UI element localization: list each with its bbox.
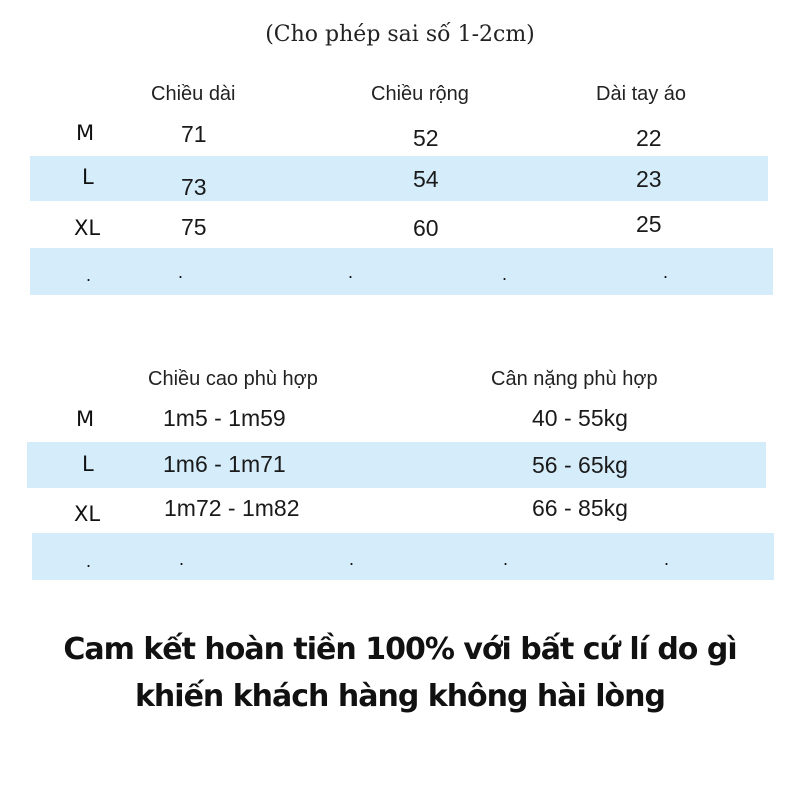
placeholder-dot: . (86, 265, 92, 285)
row-band (30, 248, 773, 295)
size-label-l: L (82, 452, 94, 476)
table-cell: 1m6 - 1m71 (163, 451, 286, 477)
table-cell: 40 - 55kg (532, 405, 628, 431)
table-cell: 71 (181, 121, 207, 147)
refund-promise-line2: khiến khách hàng không hài lòng (134, 679, 665, 714)
placeholder-dot: . (502, 264, 508, 284)
size-label-m: M (76, 407, 95, 431)
table-cell: 25 (636, 211, 662, 237)
table-cell: 66 - 85kg (532, 495, 628, 521)
size-label-xl: XL (74, 502, 101, 526)
table-cell: 60 (413, 215, 439, 241)
placeholder-dot: . (349, 549, 355, 569)
placeholder-dot: . (663, 262, 669, 282)
placeholder-dot: . (664, 549, 670, 569)
row-band (27, 442, 766, 488)
header-height: Chiều cao phù hợp (148, 368, 318, 390)
header-width: Chiều rộng (371, 83, 469, 105)
size-label-l: L (82, 165, 94, 189)
placeholder-dot: . (178, 262, 184, 282)
placeholder-dot: . (348, 262, 354, 282)
table-cell: 52 (413, 125, 439, 151)
table-cell: 22 (636, 125, 662, 151)
placeholder-dot: . (86, 551, 92, 571)
placeholder-dot: . (503, 549, 509, 569)
table-cell: 54 (413, 166, 439, 192)
table-cell: 1m5 - 1m59 (163, 405, 286, 431)
header-length: Chiều dài (151, 83, 236, 105)
table-cell: 23 (636, 166, 662, 192)
table-cell: 1m72 - 1m82 (164, 495, 300, 521)
refund-promise-line1: Cam kết hoàn tiền 100% với bất cứ lí do gì (63, 632, 737, 667)
table-cell: 56 - 65kg (532, 452, 628, 478)
header-sleeve: Dài tay áo (596, 83, 687, 105)
table-cell: 75 (181, 214, 207, 240)
size-label-m: M (76, 121, 95, 145)
table-cell: 73 (181, 174, 207, 200)
size-label-xl: XL (74, 216, 101, 240)
row-band (32, 533, 774, 580)
header-weight: Cân nặng phù hợp (491, 368, 658, 390)
tolerance-note: (Cho phép sai số 1-2cm) (265, 22, 535, 47)
placeholder-dot: . (179, 549, 185, 569)
